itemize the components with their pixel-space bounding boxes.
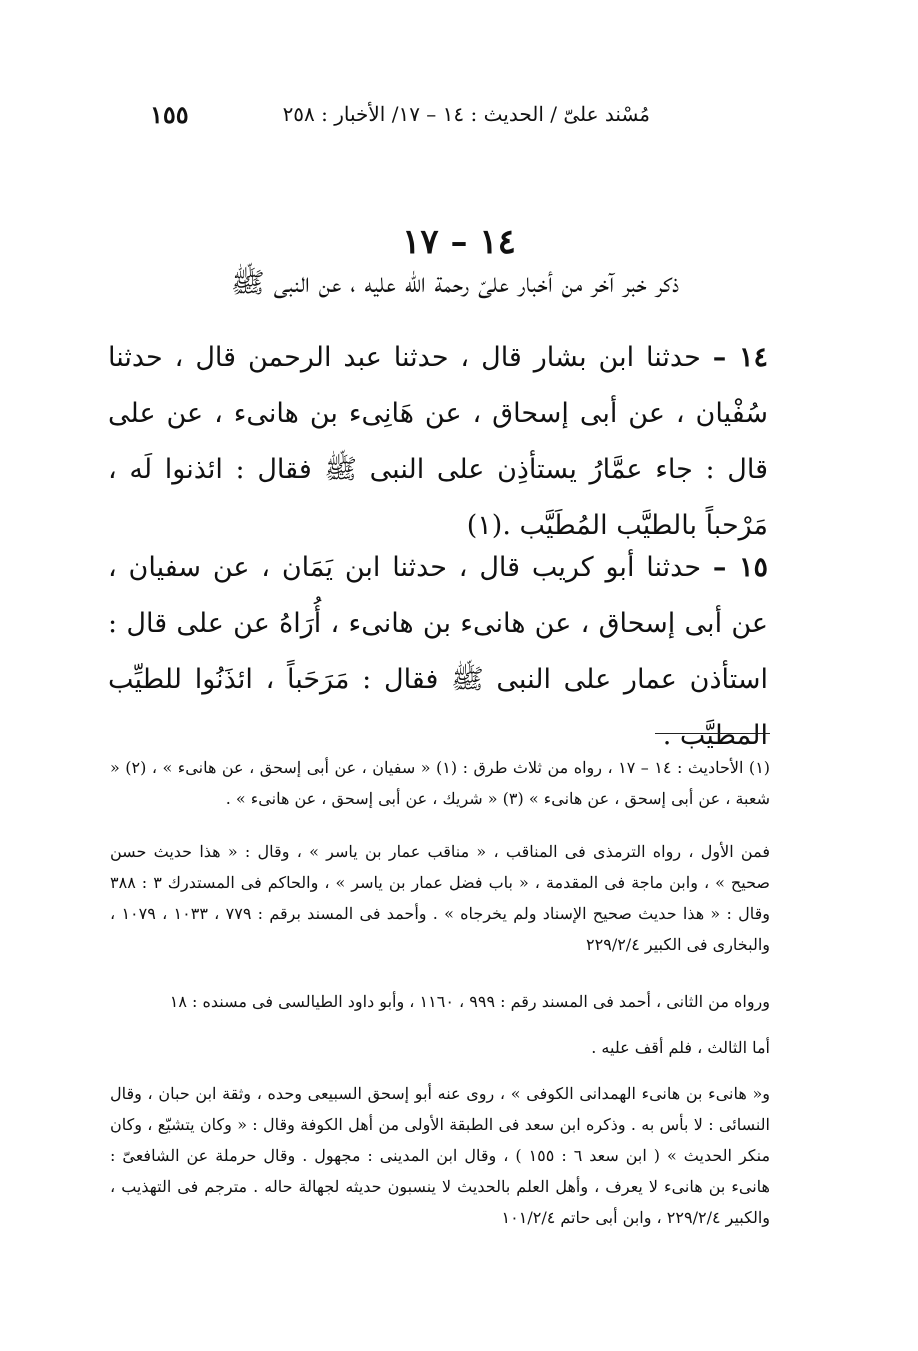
footnote-paragraph-first-route: فمن الأول ، رواه الترمذى فى المناقب ، « مناقب عمار بن ياسر » ، وقال : « هذا حديث حسن صحيح » ، وابن ماجة فى المقدمة ، « باب فضل عمار بن ياسر » ، والحاكم فى المستدرك ٣ : ٣٨٨ وقال : « هذا حديث صحيح الإسناد ولم يخرجاه » . وأحمد فى المسند برقم : ٧٧٩ ، ١٠٣٣ ، ١٠٧٩ ، والبخارى فى الكبير ٢٢٩/٢/٤ xyxy=(110,842,771,954)
footnote-divider xyxy=(655,733,770,734)
footnote-1: (١) الأحاديث : ١٤ – ١٧ ، رواه من ثلاث طرق : (١) « سفيان ، عن أبى إسحق ، عن هانىء » ، (٢) « شعبة ، عن أبى إسحق ، عن هانىء » (٣) « شريك ، عن أبى إسحق ، عن هانىء » . xyxy=(110,758,771,808)
footnote-paragraph-second-route: ورواه من الثانى ، أحمد فى المسند رقم : ٩٩٩ ، ١١٦٠ ، وأبو داود الطيالسى فى مسنده : ١٨ xyxy=(169,992,770,1011)
footnote-paragraph-third-route: أما الثالث ، فلم أقف عليه . xyxy=(591,1038,770,1057)
running-header xyxy=(150,96,650,136)
hadith-text: حدثنا ابن بشار قال ، حدثنا عبد الرحمن قال ، حدثنا سُفْيان ، عن أبى إسحاق ، عن هَانِىء بن هانىء ، عن على قال : جاء عمَّارُ يستأذِن على النبى ﷺ فقال : ائذنوا لَه ، مَرْحباً بالطيَّب المُطَيَّب .(١) xyxy=(108,342,768,541)
running-header-title: مُسْند علىّ / الحديث : ١٤ – ١٧/ الأخبار : ٢٥٨ xyxy=(282,102,650,126)
section-number: ١٤ – ١٧ xyxy=(402,222,516,262)
hadith-number: ١٤ – xyxy=(712,342,768,373)
footnote-paragraph-narrator: و« هانىء بن هانىء الهمدانى الكوفى » ، روى عنه أبو إسحق السبيعى وحده ، وثقة ابن حبان ، وقال النسائى : لا بأس به . وذكره ابن سعد فى الطبقة الأولى من أهل الكوفة وقال : « وكان يتشيّع ، وكان منكر الحديث » ( ابن سعد ٦ : ١٥٥ ) ، وقال ابن المدينى : مجهول . وقال حرملة عن الشافعىّ : هانىء بن هانىء لا يعرف ، وأهل العلم بالحديث لا ينسبون حديثه لجهالة حاله . مترجم فى التهذيب ، والكبير ٢٢٩/٢/٤ ، وابن أبى حاتم ١٠١/٢/٤ xyxy=(110,1084,771,1227)
hadith-number: ١٥ – xyxy=(712,552,768,583)
hadith-text: حدثنا أبو كريب قال ، حدثنا ابن يَمَان ، عن سفيان ، عن أبى إسحاق ، عن هانىء بن هانىء ، أُرَاهُ عن على قال : استأذن عمار على النبى ﷺ فقال : مَرَحَباً ، ائذَنُوا للطيِّب المطيَّب . xyxy=(108,552,768,751)
section-title: ذكر خبر آخر من أخبار علىّ رحمة الله عليه ، عن النبى ﷺ xyxy=(230,266,680,299)
page-number: ١٥٥ xyxy=(150,100,189,129)
hadith-15 xyxy=(108,540,768,764)
hadith-14 xyxy=(108,330,768,554)
